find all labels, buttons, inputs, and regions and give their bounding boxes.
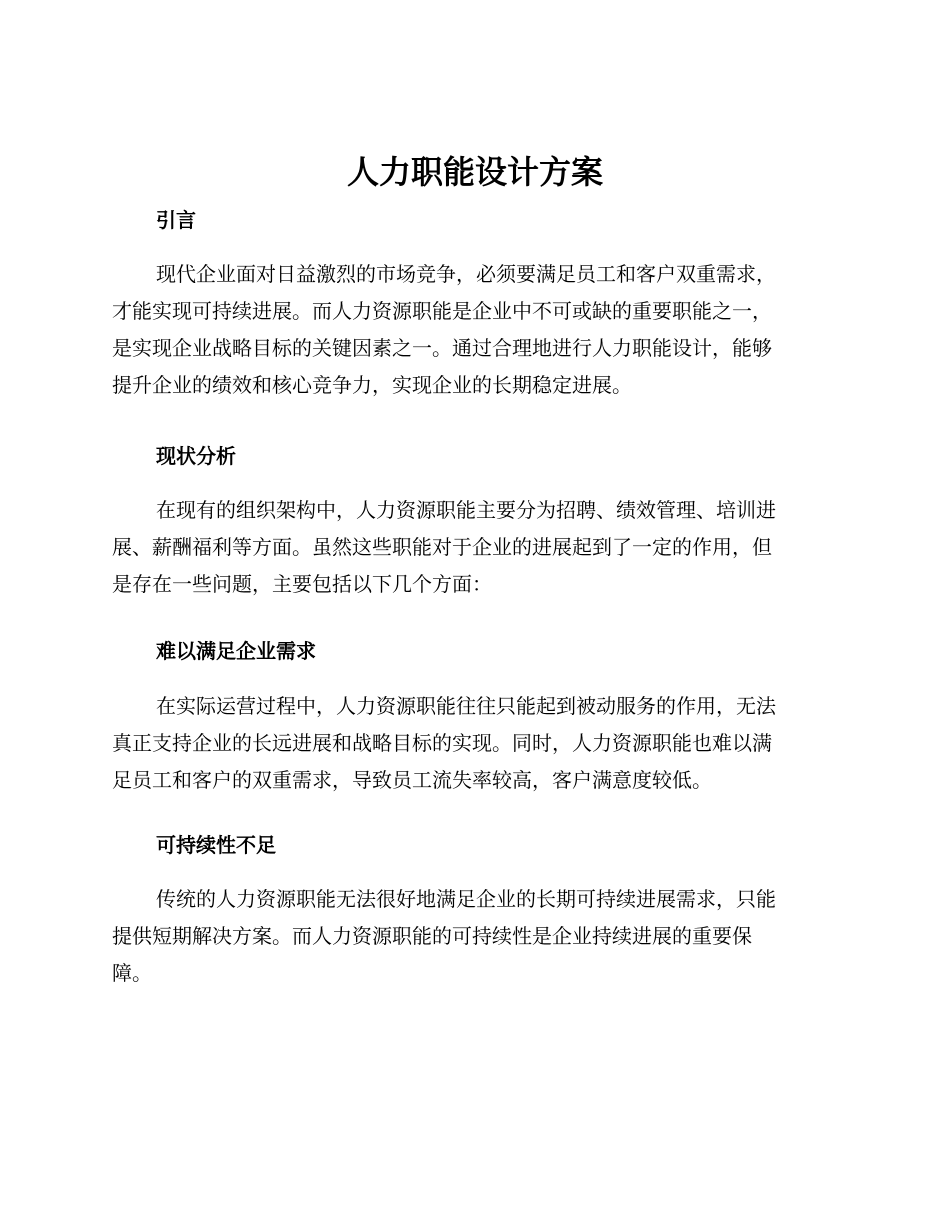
paragraph-line: 展、薪酬福利等方面。虽然这些职能对于企业的进展起到了一定的作用，但 — [112, 535, 772, 559]
section-paragraph-sustainability — [112, 881, 832, 992]
paragraph-line: 在现有的组织架构中，人力资源职能主要分为招聘、绩效管理、培训进 — [156, 498, 776, 522]
paragraph-line: 提升企业的绩效和核心竞争力，实现企业的长期稳定进展。 — [112, 373, 632, 397]
paragraph-line: 传统的人力资源职能无法很好地满足企业的长期可持续进展需求，只能 — [156, 887, 776, 911]
paragraph-line: 现代企业面对日益激烈的市场竞争，必须要满足员工和客户双重需求， — [156, 262, 776, 286]
section-paragraph-current-analysis — [112, 492, 832, 603]
section-paragraph-introduction — [112, 256, 832, 404]
section-heading-sustainability: 可持续性不足 — [156, 833, 276, 857]
paragraph-line: 是存在一些问题，主要包括以下几个方面： — [112, 572, 492, 596]
section-heading-unmet-needs: 难以满足企业需求 — [156, 639, 316, 663]
section-heading-introduction: 引言 — [156, 208, 196, 232]
paragraph-line: 足员工和客户的双重需求，导致员工流失率较高，客户满意度较低。 — [112, 768, 712, 792]
paragraph-line: 在实际运营过程中，人力资源职能往往只能起到被动服务的作用，无法 — [156, 694, 776, 718]
document-title: 人力职能设计方案 — [346, 153, 603, 191]
paragraph-line: 障。 — [112, 961, 152, 985]
paragraph-line: 才能实现可持续进展。而人力资源职能是企业中不可或缺的重要职能之一， — [112, 299, 772, 323]
paragraph-line: 是实现企业战略目标的关键因素之一。通过合理地进行人力职能设计，能够 — [112, 336, 772, 360]
section-paragraph-unmet-needs — [112, 688, 832, 799]
section-heading-current-analysis: 现状分析 — [156, 444, 236, 468]
paragraph-line: 提供短期解决方案。而人力资源职能的可持续性是企业持续进展的重要保 — [112, 924, 752, 948]
paragraph-line: 真正支持企业的长远进展和战略目标的实现。同时，人力资源职能也难以满 — [112, 731, 772, 755]
